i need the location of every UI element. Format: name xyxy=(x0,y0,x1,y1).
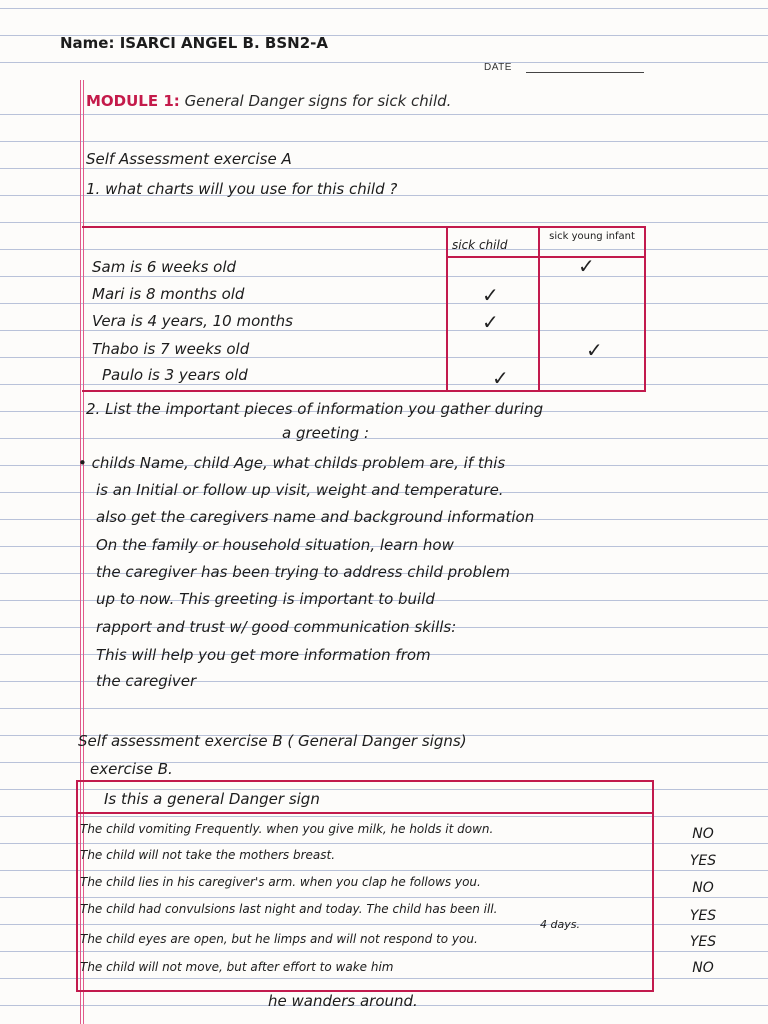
answer-yes: YES xyxy=(689,934,717,950)
answer-line: the caregiver xyxy=(96,672,197,690)
answer-line: This will help you get more information from xyxy=(96,646,431,664)
answer-line: is an Initial or follow up visit, weight and temperature. xyxy=(96,481,504,499)
table-bottom-border xyxy=(82,390,646,392)
table-col-divider-2 xyxy=(538,226,540,392)
question-1: 1. what charts will you use for this child ? xyxy=(86,180,398,198)
check-mark-sick: ✓ xyxy=(492,366,509,390)
danger-sign-row: The child eyes are open, but he limps and will not respond to you. xyxy=(80,932,478,946)
days-note: 4 days. xyxy=(540,918,580,931)
answer-no: NO xyxy=(692,960,714,976)
check-mark-infant: ✓ xyxy=(586,338,603,362)
danger-sign-row: The child will not move, but after effort to wake him xyxy=(80,960,394,974)
exercise-a-title: Self Assessment exercise A xyxy=(86,150,292,168)
module-heading xyxy=(86,92,451,110)
answer-line: the caregiver has been trying to address child problem xyxy=(96,563,511,581)
exercise-b-subtitle: exercise B. xyxy=(90,760,173,778)
answer-line: up to now. This greeting is important to build xyxy=(96,590,435,608)
table-row-label: Sam is 6 weeks old xyxy=(92,258,237,276)
table-row-label: Paulo is 3 years old xyxy=(102,366,248,384)
check-mark-sick: ✓ xyxy=(482,310,499,334)
exercise-b-title: Self assessment exercise B ( General Danger signs) xyxy=(78,732,467,750)
table-top-border xyxy=(82,226,646,228)
table-row-label: Thabo is 7 weeks old xyxy=(92,340,250,358)
student-name-line: Name: ISARCI ANGEL B. BSN2-A xyxy=(60,34,328,52)
module-prefix: MODULE 1: xyxy=(86,92,180,110)
date-blank-line xyxy=(526,72,644,73)
col-header-sick-child: sick child xyxy=(452,238,508,252)
answer-no: NO xyxy=(692,880,714,896)
table-header: Is this a general Danger sign xyxy=(104,790,320,808)
danger-sign-row: The child vomiting Frequently. when you give milk, he holds it down. xyxy=(80,822,494,836)
answer-line: On the family or household situation, learn how xyxy=(96,536,454,554)
answer-no: NO xyxy=(692,826,714,842)
table-header-divider xyxy=(76,812,654,814)
check-mark-sick: ✓ xyxy=(482,283,499,307)
question-2-line-2: a greeting : xyxy=(282,424,370,442)
answer-line: also get the caregivers name and background information xyxy=(96,508,535,526)
answer-line: • childs Name, child Age, what childs problem are, if this xyxy=(78,454,506,472)
col-header-sick-young-infant: sick young infant xyxy=(549,231,635,242)
danger-sign-row: The child lies in his caregiver's arm. when you clap he follows you. xyxy=(80,875,481,889)
check-mark-infant: ✓ xyxy=(578,254,595,278)
table-header-divider xyxy=(446,256,646,258)
answer-yes: YES xyxy=(689,908,717,924)
table-row-label: Mari is 8 months old xyxy=(92,285,245,303)
answer-line: rapport and trust w/ good communication skills: xyxy=(96,618,457,636)
table-row-label: Vera is 4 years, 10 months xyxy=(92,312,293,330)
module-title: General Danger signs for sick child. xyxy=(184,92,452,110)
date-label: DATE xyxy=(484,62,512,73)
danger-sign-row: The child had convulsions last night and today. The child has been ill. xyxy=(80,902,498,916)
danger-sign-row: The child will not take the mothers breast. xyxy=(80,848,336,862)
table-top-border xyxy=(76,780,654,782)
table-right-border xyxy=(644,226,646,392)
question-2-line-1: 2. List the important pieces of information you gather during xyxy=(86,400,544,418)
continuation-line: he wanders around. xyxy=(268,992,418,1010)
answer-yes: YES xyxy=(689,853,717,869)
table-col-divider-1 xyxy=(446,226,448,392)
